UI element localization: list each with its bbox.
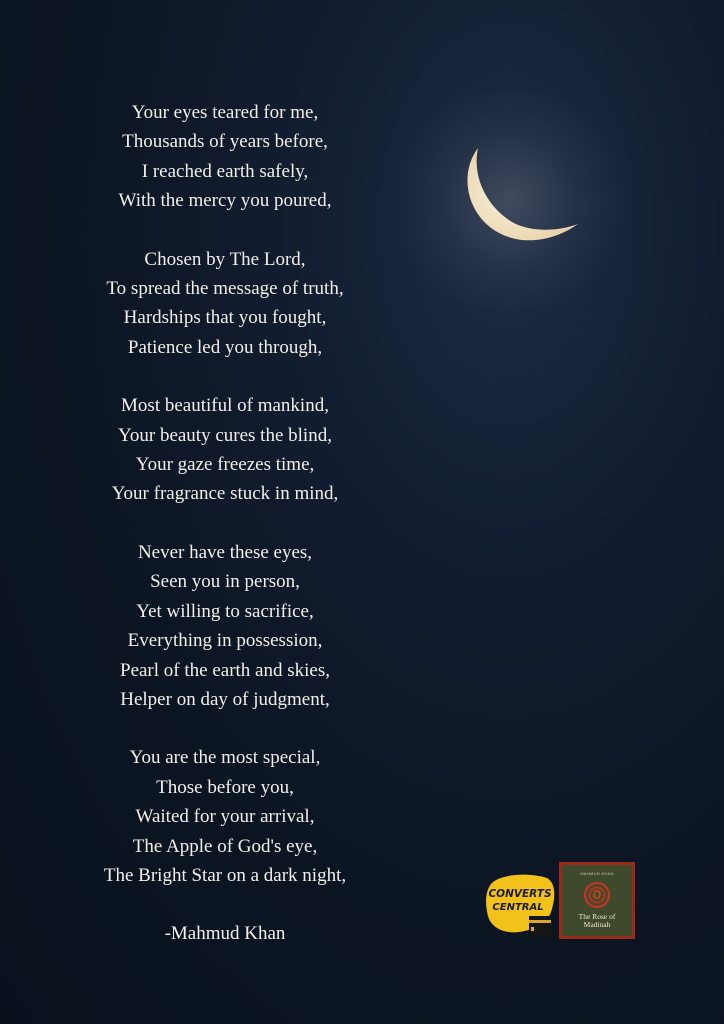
stanza-5: [40, 743, 410, 890]
poem-line: Thousands of years before,: [122, 131, 328, 153]
book-title: [579, 913, 616, 929]
poem-line: Never have these eyes,: [137, 541, 313, 563]
book-title-line2: Madinah: [583, 920, 611, 929]
poem-line: Most beautiful of mankind,: [121, 395, 329, 417]
book-title-line1: The Rose of: [578, 912, 616, 921]
poem-line: Your eyes teared for me,: [131, 102, 319, 123]
poem-line: I reached earth safely,: [141, 160, 309, 182]
poem-author: -Mahmud Khan: [164, 923, 286, 945]
poem-line: Seen you in person,: [150, 571, 300, 593]
book-cover: [559, 862, 635, 939]
stanza-2: [40, 245, 410, 363]
converts-central-logo: [485, 870, 559, 940]
poem-line: Chosen by The Lord,: [144, 248, 306, 270]
poem-line: You are the most special,: [129, 747, 321, 769]
poem-line: Your gaze freezes time,: [135, 454, 315, 476]
logo-text-line2: CENTRAL: [492, 902, 544, 913]
poem-line: The Bright Star on a dark night,: [103, 864, 347, 886]
logo-text-line1: CONVERTS: [488, 888, 552, 900]
poem-line: The Apple of God's eye,: [132, 835, 318, 857]
logos: [485, 862, 637, 942]
poem-line: Your beauty cures the blind,: [118, 424, 332, 446]
crescent-moon-icon: [460, 142, 590, 252]
stanza-3: [40, 391, 410, 509]
poem-line: Patience led you through,: [127, 336, 323, 358]
rose-icon: [582, 880, 612, 910]
poem-line: With the mercy you poured,: [118, 190, 332, 212]
stanza-4: [40, 538, 410, 714]
poem-line: Helper on day of judgment,: [120, 688, 330, 710]
poem: [40, 98, 410, 949]
kaaba-icon: [529, 916, 551, 937]
poem-line: Everything in possession,: [127, 630, 323, 652]
poem-line: Your fragrance stuck in mind,: [111, 483, 339, 505]
poem-line: Waited for your arrival,: [135, 806, 315, 828]
poem-line: To spread the message of truth,: [106, 278, 344, 300]
stanza-1: [40, 98, 410, 216]
poem-line: Hardships that you fought,: [123, 307, 327, 329]
poem-line: Those before you,: [156, 776, 294, 798]
book-author: MAHMUD KHAN: [580, 871, 614, 876]
poem-line: Yet willing to sacrifice,: [136, 600, 314, 622]
poem-line: Pearl of the earth and skies,: [120, 659, 330, 681]
